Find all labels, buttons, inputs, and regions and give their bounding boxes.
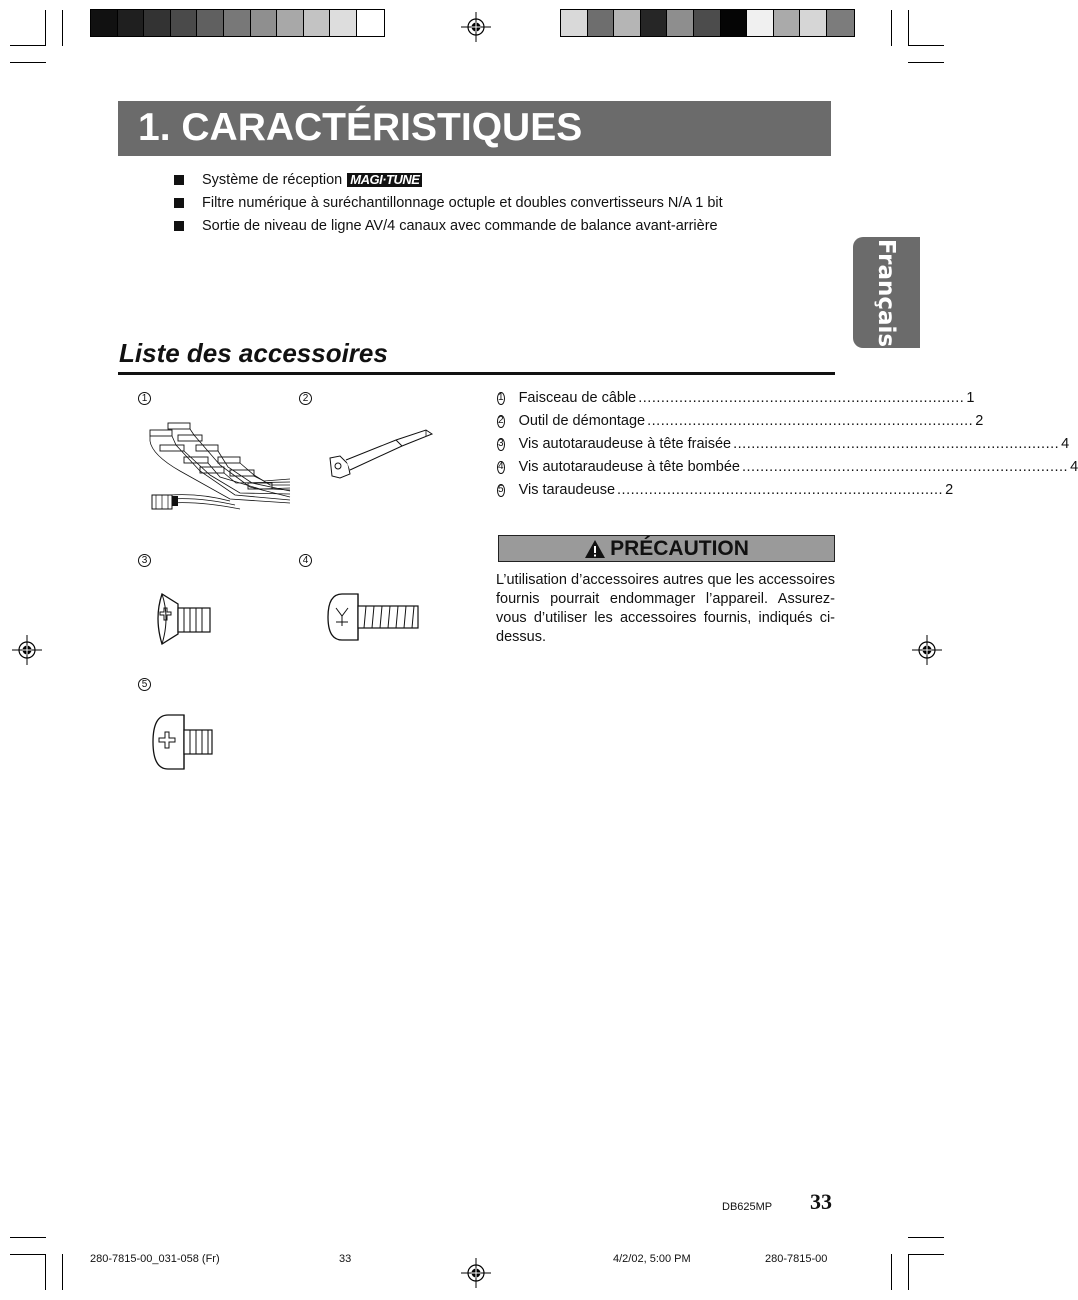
color-swatch <box>171 10 198 36</box>
item-number: 5 <box>498 484 504 495</box>
item-name: Vis autotaraudeuse à tête bombée <box>518 459 740 475</box>
footer-code: 280-7815-00 <box>765 1253 828 1265</box>
item-quantity: 2 <box>945 482 954 498</box>
item-quantity: 2 <box>975 413 984 429</box>
warning-triangle-icon <box>584 539 606 559</box>
model-number: DB625MP <box>722 1201 773 1213</box>
color-swatch <box>330 10 357 36</box>
item-name: Vis autotaraudeuse à tête fraisée <box>518 436 732 452</box>
color-swatch-strip-left <box>90 9 385 37</box>
figure-label-3: 3 <box>138 554 151 567</box>
color-swatch <box>747 10 774 36</box>
accessory-item <box>497 436 1070 452</box>
color-swatch <box>721 10 748 36</box>
item-number: 4 <box>498 461 504 472</box>
page-title: 1. CARACTÉRISTIQUES <box>138 106 583 149</box>
color-swatch <box>118 10 145 36</box>
leader-dots: ........................................................................ <box>617 482 944 498</box>
color-swatch <box>197 10 224 36</box>
caution-label: PRÉCAUTION <box>610 536 749 560</box>
color-swatch <box>614 10 641 36</box>
bullet-square-icon <box>174 221 184 231</box>
color-swatch <box>357 10 384 36</box>
footer-file: 280-7815-00_031-058 (Fr) <box>90 1253 220 1265</box>
item-number: 1 <box>498 392 504 403</box>
feature-text: Sortie de niveau de ligne AV/4 canaux avec commande de balance avant-arrière <box>202 218 718 234</box>
color-swatch <box>774 10 801 36</box>
pan-head-screw-illustration <box>328 590 423 645</box>
color-swatch <box>251 10 278 36</box>
accessory-item <box>497 482 954 498</box>
item-name: Vis taraudeuse <box>518 482 616 498</box>
color-swatch <box>667 10 694 36</box>
removal-tool-illustration <box>326 420 436 485</box>
accessory-item <box>497 390 975 406</box>
figure-label-5: 5 <box>138 678 151 691</box>
caution-text: L’utilisation d’accessoires autres que les accessoires fournis pourrait endommager l’appareil. Assurez-vous d’utiliser les accessoires fournis, indiqués ci-dessus. <box>496 572 835 645</box>
registration-mark-right <box>912 635 942 665</box>
item-name: Outil de démontage <box>518 413 646 429</box>
color-swatch-strip-right <box>560 9 855 37</box>
accessory-item <box>497 459 1078 475</box>
figure-label-1: 1 <box>138 392 151 405</box>
figure-label-4: 4 <box>299 554 312 567</box>
item-name: Faisceau de câble <box>518 390 637 406</box>
footer-page: 33 <box>339 1253 352 1265</box>
item-quantity: 4 <box>1070 459 1078 475</box>
color-swatch <box>304 10 331 36</box>
wiring-harness-illustration <box>140 415 295 515</box>
feature-item <box>174 218 718 234</box>
registration-mark-left <box>12 635 42 665</box>
section-rule <box>118 372 835 375</box>
feature-text: Système de réception <box>202 172 343 188</box>
item-number: 3 <box>498 438 504 449</box>
color-swatch <box>144 10 171 36</box>
color-swatch <box>800 10 827 36</box>
color-swatch <box>641 10 668 36</box>
color-swatch <box>91 10 118 36</box>
leader-dots: ........................................................................ <box>733 436 1060 452</box>
color-swatch <box>827 10 854 36</box>
footer-date: 4/2/02, 5:00 PM <box>613 1253 691 1265</box>
registration-mark-top <box>461 12 491 42</box>
item-number: 2 <box>498 415 504 426</box>
registration-mark-bottom <box>461 1258 491 1288</box>
leader-dots: ........................................................................ <box>638 390 965 406</box>
page-number: 33 <box>810 1189 832 1214</box>
countersunk-screw-illustration <box>150 590 215 650</box>
bullet-square-icon <box>174 175 184 185</box>
item-quantity: 4 <box>1061 436 1070 452</box>
language-tab-label: Français <box>873 238 900 347</box>
feature-text: Filtre numérique à suréchantillonnage octuple et doubles convertisseurs N/A 1 bit <box>202 195 723 211</box>
color-swatch <box>561 10 588 36</box>
leader-dots: ........................................................................ <box>647 413 974 429</box>
section-title: Liste des accessoires <box>119 338 388 368</box>
item-quantity: 1 <box>966 390 975 406</box>
figure-label-2: 2 <box>299 392 312 405</box>
accessory-item <box>497 413 984 429</box>
color-swatch <box>224 10 251 36</box>
color-swatch <box>277 10 304 36</box>
feature-item <box>174 172 422 188</box>
bullet-square-icon <box>174 198 184 208</box>
color-swatch <box>588 10 615 36</box>
magi-tune-logo: MAGI·TUNE <box>347 173 422 187</box>
leader-dots: ........................................................................ <box>742 459 1069 475</box>
caution-header <box>498 535 835 562</box>
machine-screw-illustration <box>152 712 217 772</box>
feature-item <box>174 195 723 211</box>
color-swatch <box>694 10 721 36</box>
